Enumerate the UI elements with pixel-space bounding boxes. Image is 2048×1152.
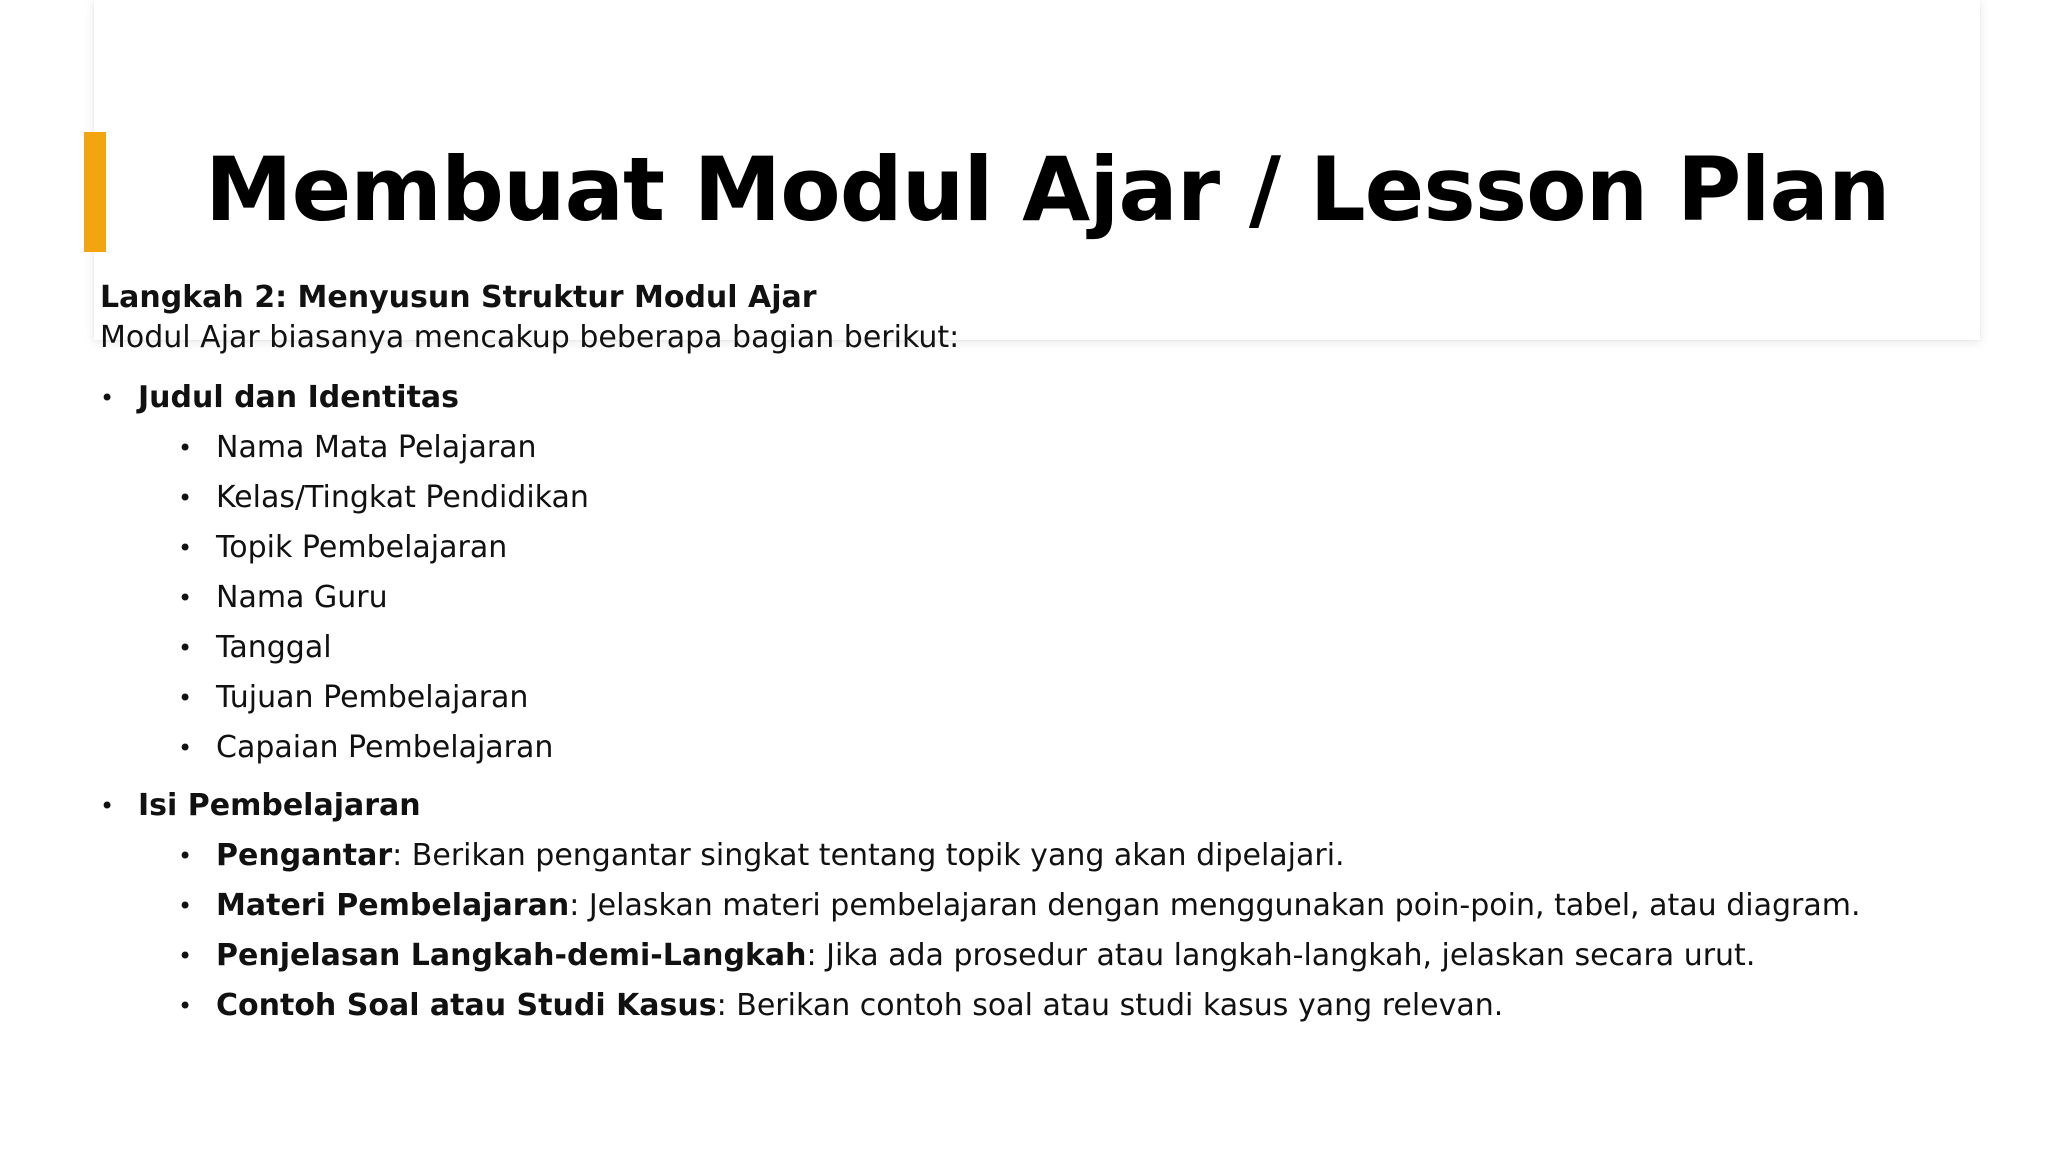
item-term: Contoh Soal atau Studi Kasus [216, 988, 717, 1023]
item-term: Materi Pembelajaran [216, 888, 570, 923]
list-item: • Nama Guru [216, 578, 1960, 618]
item-term: Pengantar [216, 838, 393, 873]
list-item [216, 836, 1960, 876]
identity-list [100, 428, 1960, 768]
list-item: • Topik Pembelajaran [216, 528, 1960, 568]
list-item: • Nama Mata Pelajaran [216, 428, 1960, 468]
slide-title: Membuat Modul Ajar / Lesson Plan [205, 138, 1890, 241]
intro-text: Modul Ajar biasanya mencakup beberapa bagian berikut: [100, 320, 960, 355]
item-term: Penjelasan Langkah-demi-Langkah [216, 938, 807, 973]
step-heading: Langkah 2: Menyusun Struktur Modul Ajar [100, 280, 817, 315]
list-item: • Kelas/Tingkat Pendidikan [216, 478, 1960, 518]
item-description: : Jelaskan materi pembelajaran dengan menggunakan poin-poin, tabel, atau diagram. [569, 888, 1861, 923]
content-list [100, 836, 1960, 1026]
list-item: • Tujuan Pembelajaran [216, 678, 1960, 718]
section-heading: • Judul dan Identitas [100, 378, 1960, 418]
list-item: • Capaian Pembelajaran [216, 728, 1960, 768]
section-heading: • Isi Pembelajaran [100, 786, 1960, 826]
list-item [216, 886, 1960, 926]
list-item [216, 936, 1960, 976]
item-description: : Jika ada prosedur atau langkah-langkah, jelaskan secara urut. [806, 938, 1756, 973]
list-item [216, 986, 1960, 1026]
section-isi-pembelajaran [100, 786, 1960, 1026]
list-item: • Tanggal [216, 628, 1960, 668]
title-accent-bar [84, 132, 106, 252]
section-judul-identitas [100, 378, 1960, 768]
item-description: : Berikan pengantar singkat tentang topik yang akan dipelajari. [392, 838, 1345, 873]
item-description: : Berikan contoh soal atau studi kasus yang relevan. [716, 988, 1504, 1023]
slide-content [100, 278, 1960, 1026]
